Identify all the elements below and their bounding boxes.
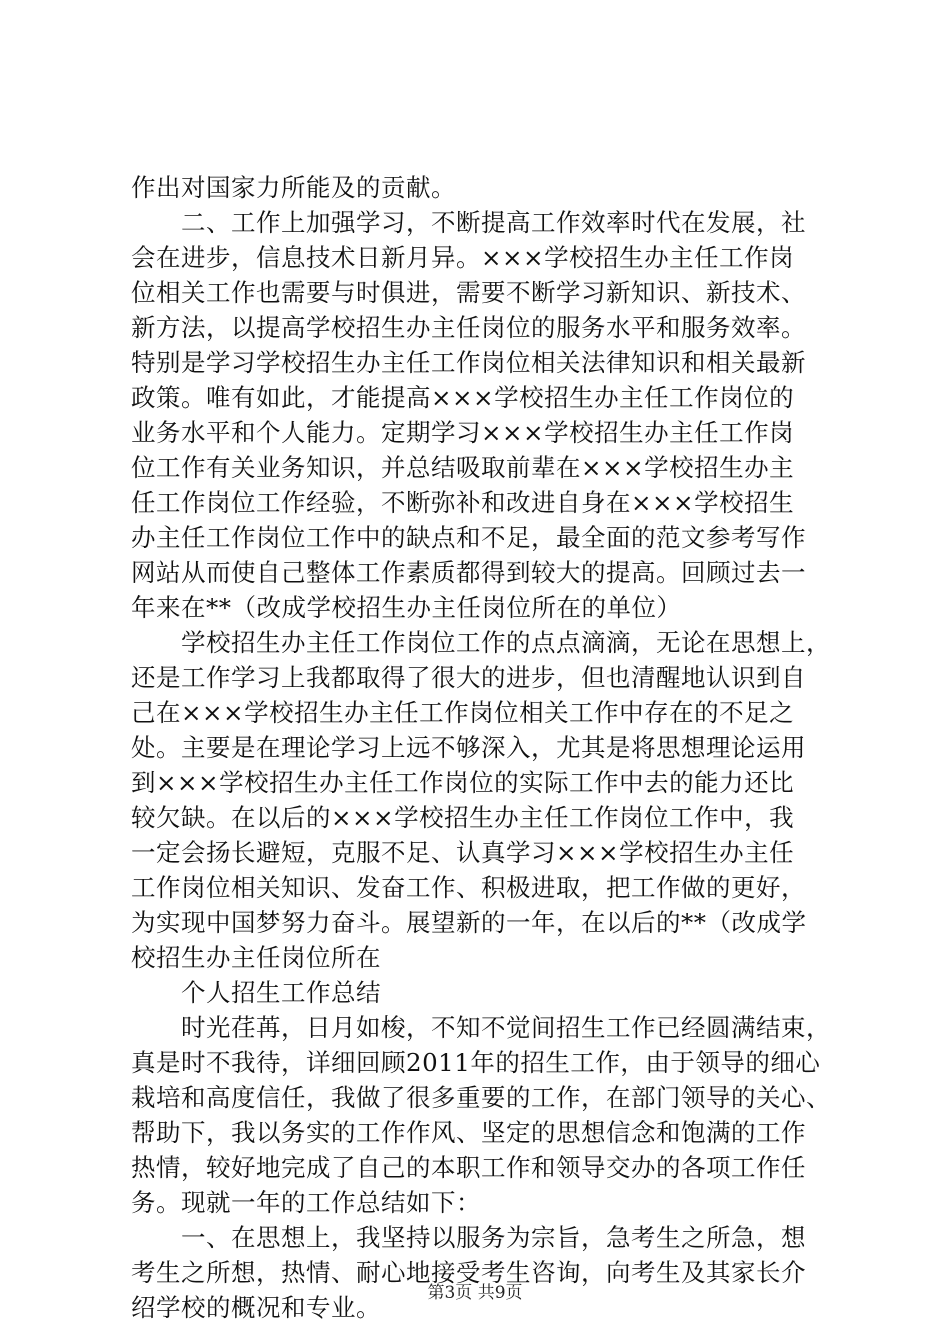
- text-line: 位相关工作也需要与时俱进，需要不断学习新知识、新技术、: [131, 278, 806, 307]
- text-line: 工作岗位相关知识、发奋工作、积极进取，把工作做的更好，: [131, 873, 806, 902]
- text-line: 业务水平和个人能力。定期学习×××学校招生办主任工作岗: [131, 418, 795, 447]
- text-line: 时光荏苒，日月如梭，不知不觉间招生工作已经圆满结束，: [181, 1013, 831, 1042]
- text-line: 作出对国家力所能及的贡献。: [131, 173, 456, 202]
- text-line: 政策。唯有如此，才能提高×××学校招生办主任工作岗位的: [131, 383, 795, 412]
- text-line: 校招生办主任岗位所在: [131, 943, 381, 972]
- text-line: 绍学校的概况和专业。: [131, 1293, 381, 1322]
- text-line: 到×××学校招生办主任工作岗位的实际工作中去的能力还比: [131, 768, 795, 797]
- text-line: 二、工作上加强学习，不断提高工作效率时代在发展，社: [181, 208, 806, 237]
- page-number-footer: 第3页 共9页: [427, 1283, 523, 1303]
- text-line: 栽培和高度信任，我做了很多重要的工作，在部门领导的关心、: [131, 1083, 831, 1112]
- text-line: 为实现中国梦努力奋斗。展望新的一年，在以后的**（改成学: [131, 908, 807, 937]
- text-line: 一、在思想上，我坚持以服务为宗旨，急考生之所急，想: [181, 1223, 806, 1252]
- text-line: 办主任工作岗位工作中的缺点和不足，最全面的范文参考写作: [131, 523, 806, 552]
- text-line: 一定会扬长避短，克服不足、认真学习×××学校招生办主任: [131, 838, 795, 867]
- text-line: 考生之所想，热情、耐心地接受考生咨询，向考生及其家长介: [131, 1258, 806, 1287]
- text-line: 个人招生工作总结: [181, 978, 381, 1007]
- text-line: 位工作有关业务知识，并总结吸取前辈在×××学校招生办主: [131, 453, 795, 482]
- text-line: 特别是学习学校招生办主任工作岗位相关法律知识和相关最新: [131, 348, 806, 377]
- text-line: 己在×××学校招生办主任工作岗位相关工作中存在的不足之: [131, 698, 795, 727]
- text-line: 网站从而使自己整体工作素质都得到较大的提高。回顾过去一: [131, 558, 806, 587]
- document-body: [131, 170, 831, 1325]
- text-line: 任工作岗位工作经验，不断弥补和改进自身在×××学校招生: [131, 488, 795, 517]
- text-line: 年来在**（改成学校招生办主任岗位所在的单位）: [131, 593, 682, 622]
- text-line: 会在进步，信息技术日新月异。×××学校招生办主任工作岗: [131, 243, 795, 272]
- text-line: 帮助下，我以务实的工作作风、坚定的思想信念和饱满的工作: [131, 1118, 806, 1147]
- text-line: 还是工作学习上我都取得了很大的进步，但也清醒地认识到自: [131, 663, 806, 692]
- text-line: 新方法，以提高学校招生办主任岗位的服务水平和服务效率。: [131, 313, 806, 342]
- text-line: 学校招生办主任工作岗位工作的点点滴滴，无论在思想上，: [181, 628, 831, 657]
- text-line: 热情，较好地完成了自己的本职工作和领导交办的各项工作任: [131, 1153, 806, 1182]
- text-line: 真是时不我待，详细回顾2011年的招生工作，由于领导的细心: [131, 1048, 821, 1077]
- text-line: 处。主要是在理论学习上远不够深入，尤其是将思想理论运用: [131, 733, 806, 762]
- text-line: 较欠缺。在以后的×××学校招生办主任工作岗位工作中，我: [131, 803, 795, 832]
- text-line: 务。现就一年的工作总结如下：: [131, 1188, 481, 1217]
